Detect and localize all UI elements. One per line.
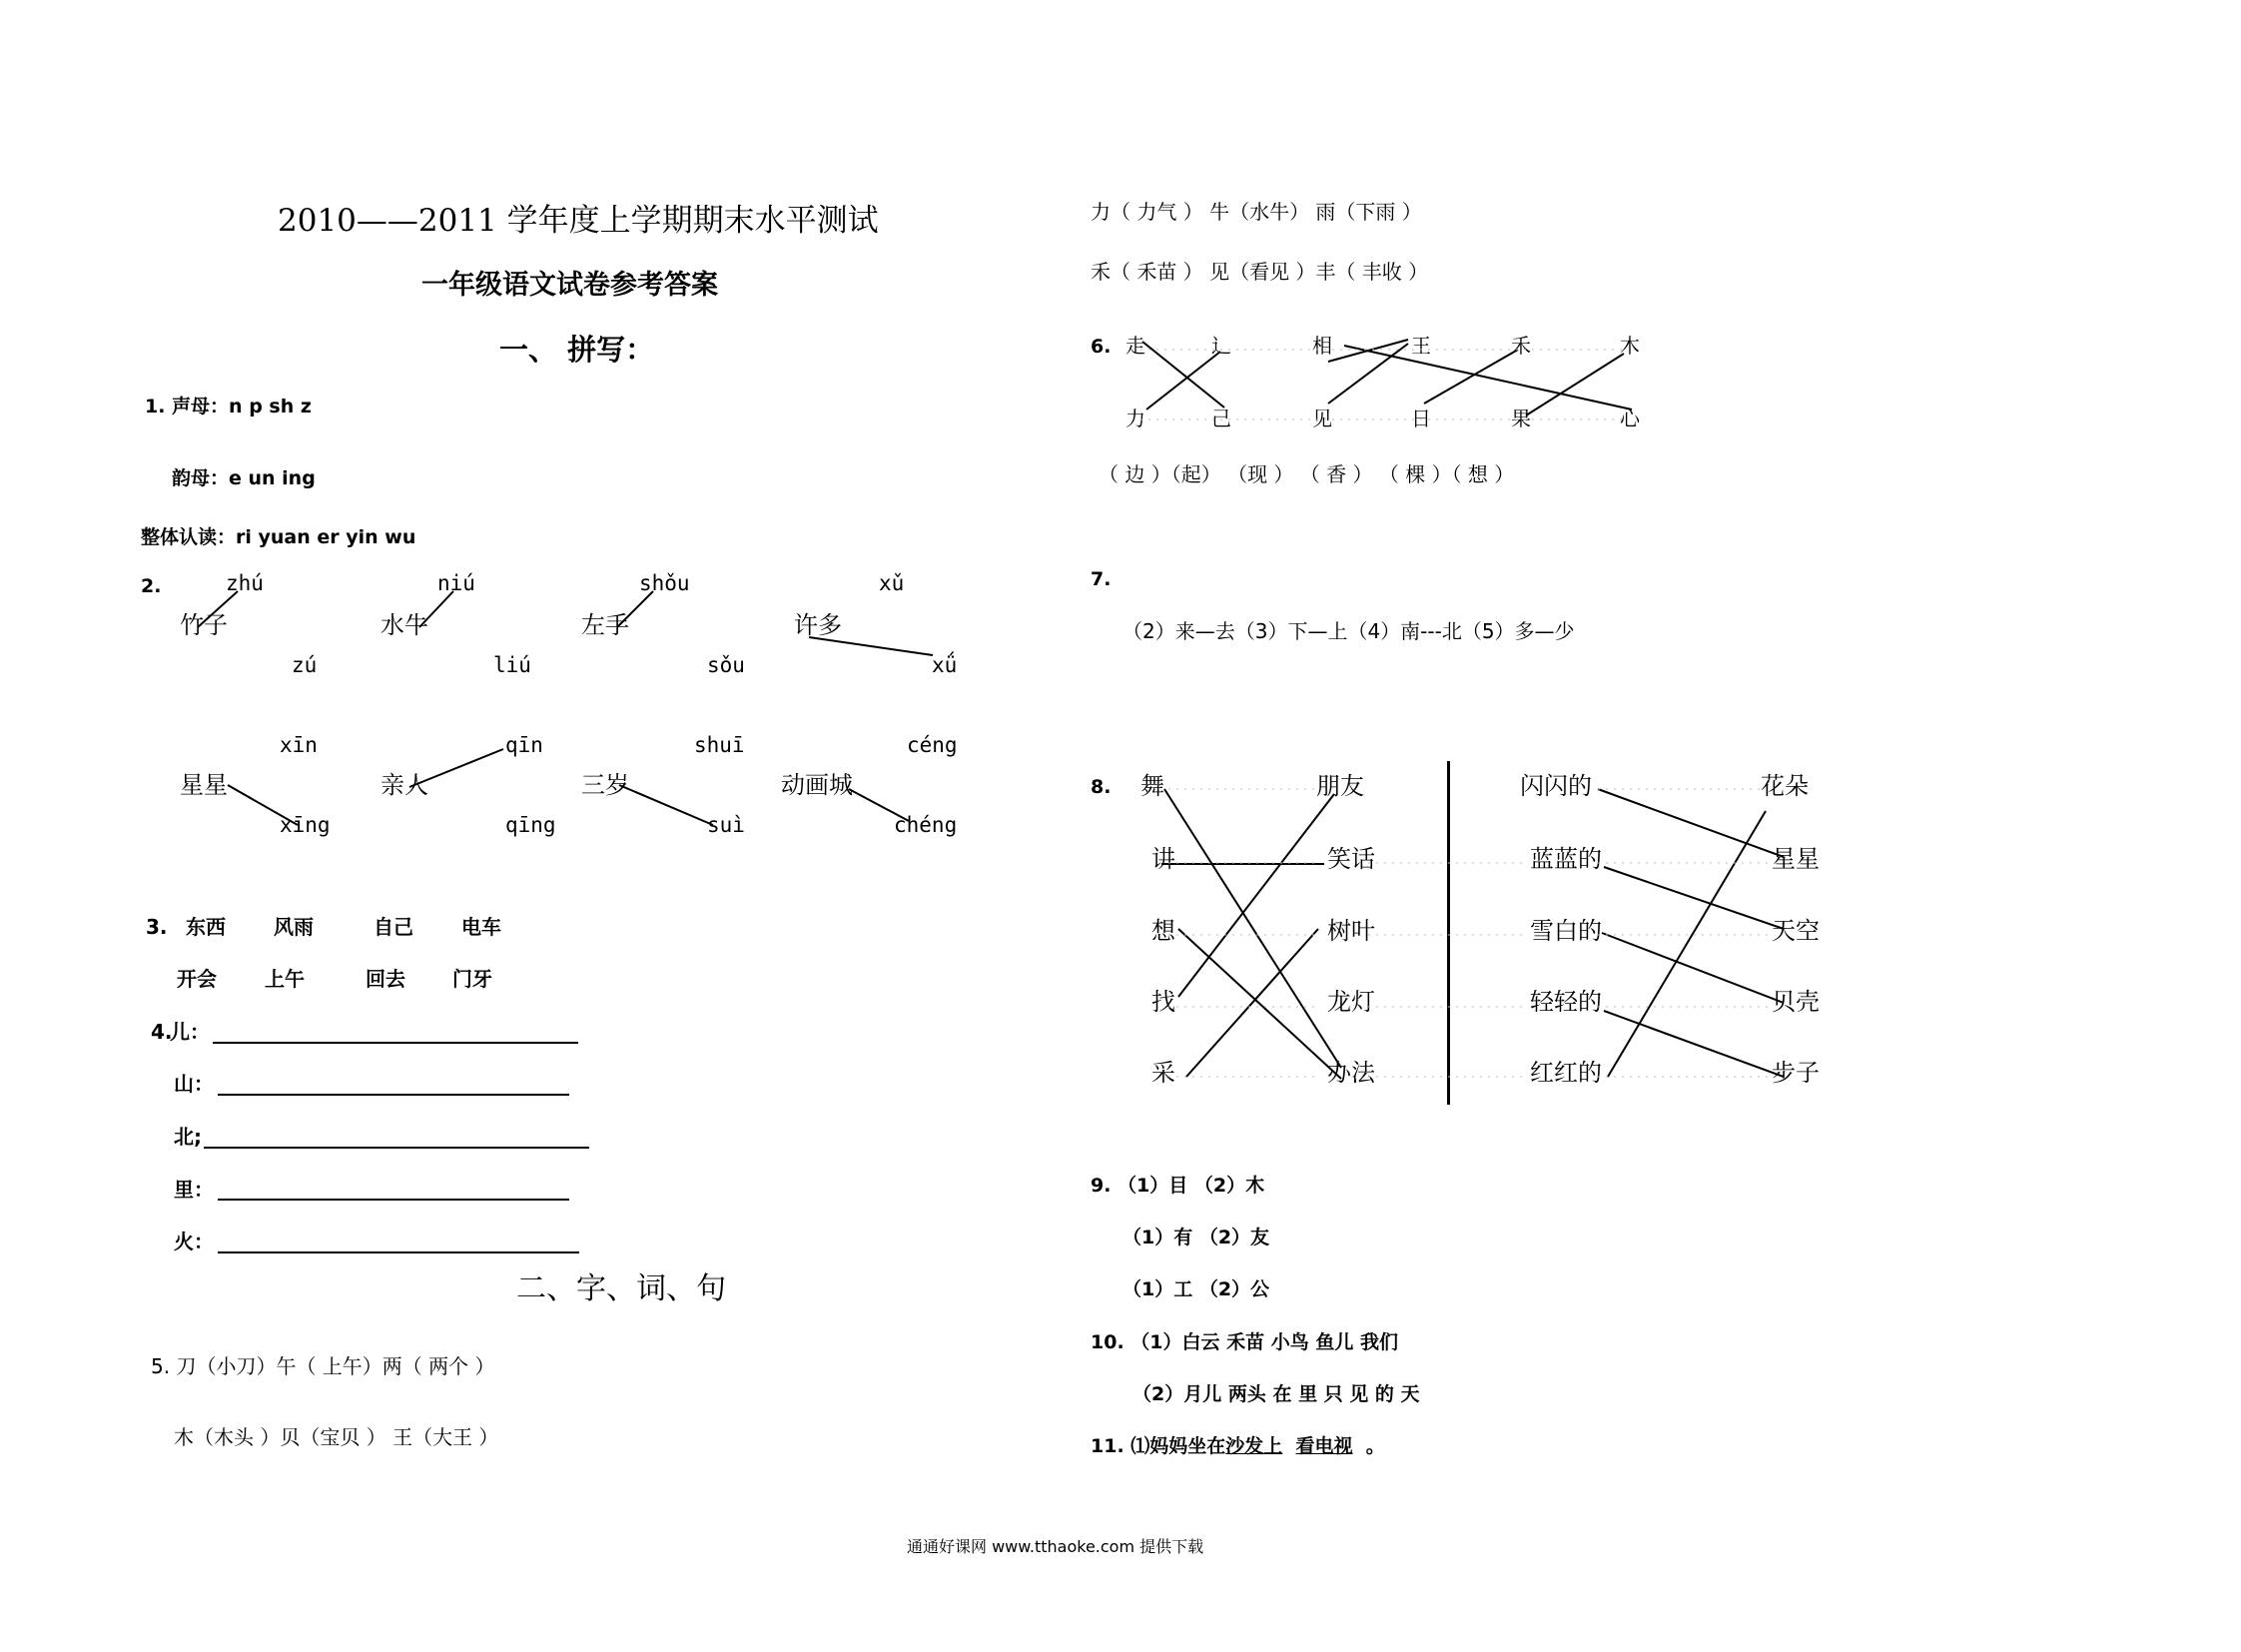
q2-r1-word-4: 许多 — [794, 611, 842, 639]
q8-line-xiang-banfa — [1178, 929, 1341, 1079]
q6-top-5: 禾 — [1511, 334, 1531, 358]
q8-line-lanlan-tiankong — [1604, 867, 1784, 929]
q2-r1-bottom-1: zú — [292, 653, 318, 677]
q6-top-2: 辶 — [1211, 334, 1231, 358]
q2-r1-word-2: 水牛 — [380, 611, 428, 639]
q2-r2-word-2: 亲人 — [380, 771, 428, 799]
q10-line-2: （2）月儿 两头 在 里 只 见 的 天 — [1132, 1383, 1420, 1405]
q6-line-2 — [1146, 352, 1220, 410]
q6-line-1 — [1142, 342, 1224, 408]
q2-r1-bottom-4: xǘ — [932, 653, 958, 677]
q2-line-donghuacheng — [849, 789, 909, 821]
q4-item-li: 里： — [174, 1178, 214, 1202]
q6-bottom-5: 果 — [1511, 407, 1531, 430]
q8-adj-4: 轻轻的 — [1530, 988, 1602, 1016]
q6-number: 6. — [1091, 336, 1112, 358]
q8-mid-2: 笑话 — [1327, 845, 1375, 873]
q2-r1-bottom-2: liú — [493, 653, 531, 677]
q5-line-2: 木（木头 ）贝（宝贝 ） 王（大王 ） — [174, 1425, 499, 1449]
q2-r2-top-3: shuī — [694, 733, 745, 757]
q8-line-xuebai-beike — [1602, 933, 1784, 1003]
q2-r1-top-1: zhú — [226, 571, 264, 595]
q2-r2-word-4: 动画城 — [781, 771, 853, 799]
q2-r2-top-4: céng — [907, 733, 958, 757]
q2-r1-word-1: 竹子 — [180, 611, 228, 639]
q3-r1-2: 风雨 — [274, 915, 314, 939]
q6-line-4 — [1328, 344, 1408, 404]
q2-line-shuiniu — [419, 591, 453, 627]
q8-left-5: 采 — [1151, 1059, 1175, 1087]
q6-top-6: 木 — [1620, 334, 1640, 358]
q8-line-shanshan-xingxing — [1598, 789, 1784, 857]
q8-left-3: 想 — [1151, 917, 1175, 945]
section-2-heading: 二、字、词、句 — [516, 1271, 726, 1306]
q8-line-cai-shuye — [1186, 929, 1318, 1077]
q5-line-1: 5. 刀（小刀）午（ 上午）两（ 两个 ） — [151, 1354, 495, 1378]
q2-r2-word-1: 星星 — [180, 771, 228, 799]
q3-r1-1: 东西 — [186, 915, 226, 939]
q3-r2-1: 开会 — [177, 967, 217, 991]
q8-adj-2: 蓝蓝的 — [1530, 845, 1602, 873]
q2-r2-bottom-4: chéng — [894, 813, 958, 837]
q6-line-6 — [1424, 350, 1518, 404]
q8-noun-3: 天空 — [1772, 917, 1820, 945]
q8-noun-2: 星星 — [1772, 845, 1820, 873]
q4-number: 4. — [151, 1020, 173, 1044]
q2-r2-bottom-1: xīng — [280, 813, 331, 837]
q6-answers: （ 边 ）（起） （现 ） （ 香 ） （ 棵 ）（ 想 ） — [1099, 462, 1515, 486]
q6-top-1: 走 — [1125, 334, 1145, 358]
right-line-2: 禾（ 禾苗 ） 见（看见 ）丰（ 丰收 ） — [1091, 260, 1429, 284]
q2-number: 2. — [141, 575, 162, 597]
q9-line-1: 9. （1）目 （2）木 — [1091, 1175, 1265, 1197]
q3-r1-3: 自己 — [374, 915, 413, 939]
q2-r1-bottom-3: sǒu — [707, 653, 745, 677]
q11-suffix: 。 — [1365, 1435, 1385, 1457]
q3-r2-3: 回去 — [366, 967, 405, 991]
footer-credit: 通通好课网 www.tthaoke.com 提供下载 — [907, 1537, 1204, 1556]
q8-line-wu-longdeng — [1164, 789, 1341, 1068]
q8-adj-5: 红红的 — [1530, 1059, 1602, 1087]
q7-number: 7. — [1091, 568, 1112, 590]
q9-line-2: （1）有 （2）友 — [1122, 1227, 1270, 1248]
q2-line-sansui — [619, 785, 713, 825]
q2-r2-top-2: qīn — [505, 733, 543, 757]
q3-r1-4: 电车 — [461, 915, 501, 939]
q2-r2-bottom-2: qīng — [505, 813, 556, 837]
q6-bottom-1: 力 — [1125, 407, 1145, 430]
right-line-1: 力（ 力气 ） 牛（水牛） 雨（下雨 ） — [1091, 200, 1422, 224]
q2-r1-top-4: xǔ — [879, 571, 905, 595]
q2-line-zhuzi — [198, 591, 238, 627]
q2-line-xuduo — [809, 637, 933, 655]
q2-r2-word-3: 三岁 — [581, 771, 629, 799]
q8-mid-1: 朋友 — [1316, 772, 1364, 800]
q6-top-4: 王 — [1411, 334, 1431, 358]
section-1-heading: 一、 拼写： — [499, 333, 655, 367]
q6-line-7 — [1526, 354, 1624, 415]
q11-prefix: 11. ⑴妈妈坐在 — [1091, 1435, 1226, 1457]
q3-r2-4: 门牙 — [452, 967, 492, 991]
q2-line-zuoshou — [617, 591, 653, 627]
q4-item-shan: 山： — [174, 1072, 214, 1096]
q2-r2-top-1: xīn — [280, 733, 318, 757]
q4-item-huo: 火： — [174, 1230, 214, 1253]
q1-shengmu: 1. 声母：n p sh z — [145, 396, 312, 417]
q8-noun-5: 步子 — [1772, 1059, 1820, 1087]
q8-adj-1: 闪闪的 — [1520, 772, 1592, 800]
q2-line-xingxing — [228, 785, 298, 825]
q8-left-1: 舞 — [1140, 772, 1164, 800]
q2-r1-top-3: shǒu — [639, 571, 690, 595]
q8-mid-3: 树叶 — [1327, 917, 1375, 945]
q9-line-3: （1）工 （2）公 — [1122, 1278, 1270, 1300]
q8-line-zhao-pengyou — [1178, 794, 1334, 997]
q8-number: 8. — [1091, 776, 1112, 798]
q6-top-3: 相 — [1312, 334, 1332, 358]
q11-underline-2: 看电视 — [1295, 1435, 1353, 1457]
q2-r1-word-3: 左手 — [581, 611, 629, 639]
q8-adj-3: 雪白的 — [1530, 917, 1602, 945]
q8-line-qingqing-buzi — [1604, 1011, 1784, 1077]
q6-bottom-6: 心 — [1620, 407, 1640, 430]
q8-mid-4: 龙灯 — [1327, 988, 1375, 1016]
q2-r2-bottom-3: suì — [707, 813, 745, 837]
q10-line-1: 10. （1）白云 禾苗 小鸟 鱼儿 我们 — [1091, 1331, 1398, 1353]
q4-item-er: 儿： — [170, 1020, 210, 1044]
exam-title: 2010——2011 学年度上学期期末水平测试 — [278, 203, 879, 239]
q11-underline-1: 沙发上 — [1225, 1435, 1283, 1457]
q2-line-qinren — [409, 749, 503, 787]
q2-r1-top-2: niú — [437, 571, 475, 595]
q6-bottom-2: 己 — [1211, 407, 1231, 430]
q4-item-bei: 北; — [174, 1125, 202, 1149]
q8-left-2: 讲 — [1151, 845, 1175, 873]
q1-zhengti: 整体认读：ri yuan er yin wu — [141, 526, 416, 548]
q6-bottom-4: 日 — [1411, 407, 1431, 430]
q7-answer: （2）来—去（3）下—上（4）南---北（5）多—少 — [1122, 619, 1575, 643]
q8-noun-1: 花朵 — [1761, 772, 1809, 800]
q8-mid-5: 办法 — [1327, 1059, 1375, 1087]
q8-left-4: 找 — [1151, 988, 1175, 1016]
q6-line-5 — [1344, 346, 1632, 410]
q6-bottom-3: 见 — [1312, 407, 1332, 430]
q1-yunmu: 韵母：e un ing — [172, 467, 316, 489]
q3-number: 3. — [146, 915, 168, 939]
exam-subtitle: 一年级语文试卷参考答案 — [421, 270, 718, 301]
q3-r2-2: 上午 — [265, 967, 305, 991]
q8-noun-4: 贝壳 — [1772, 988, 1820, 1016]
